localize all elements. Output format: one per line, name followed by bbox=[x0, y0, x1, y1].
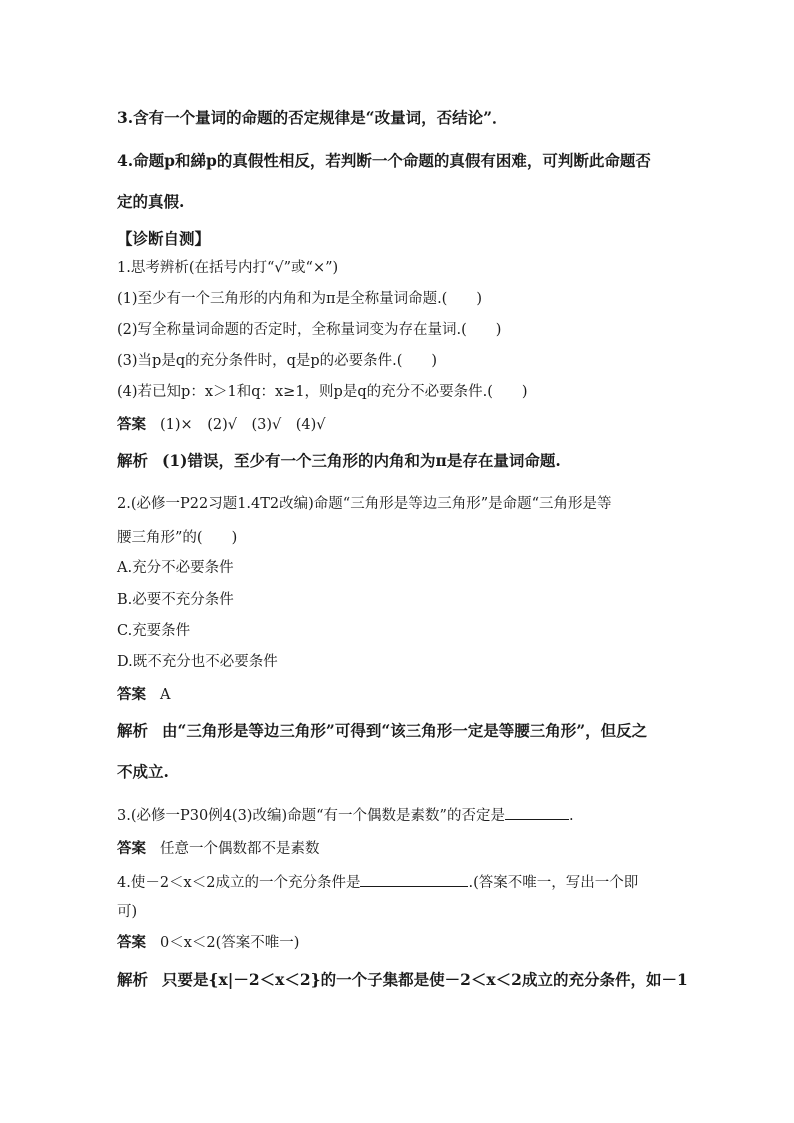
q2-option-c: C.充要条件 bbox=[117, 623, 191, 639]
rule-4-line-2: 定的真假. bbox=[117, 192, 185, 211]
q2-answer: A bbox=[160, 687, 171, 703]
q2-stem-line-2: 腰三角形”的( ) bbox=[117, 530, 238, 546]
q2-option-d: D.既不充分也不必要条件 bbox=[117, 654, 278, 670]
q1-item-4: (4)若已知p：x＞1和q：x≥1，则p是q的充分不必要条件.( ) bbox=[117, 384, 528, 400]
q2-analysis-row bbox=[117, 721, 647, 741]
q4-answer: 0＜x＜2(答案不唯一) bbox=[160, 935, 300, 951]
answer-label: 答案 bbox=[117, 840, 146, 857]
q2-analysis-line-2: 不成立. bbox=[117, 762, 169, 781]
q3-answer-blank bbox=[505, 805, 569, 820]
q2-analysis-line-1: 由“三角形是等边三角形”可得到“该三角形一定是等腰三角形”，但反之 bbox=[162, 721, 648, 740]
q3-answer-row bbox=[117, 839, 320, 859]
q1-item-1: (1)至少有一个三角形的内角和为π是全称量词命题.( ) bbox=[117, 291, 482, 307]
q4-analysis: 只要是{x|－2＜x＜2}的一个子集都是使－2＜x＜2成立的充分条件，如－1 bbox=[162, 970, 688, 989]
q2-option-a: A.充分不必要条件 bbox=[117, 560, 234, 576]
q4-stem-line-2: 可) bbox=[117, 904, 138, 920]
q2-option-b: B.必要不充分条件 bbox=[117, 592, 234, 608]
analysis-label: 解析 bbox=[117, 451, 149, 470]
q4-stem-text: 4.使－2＜x＜2成立的一个充分条件是 bbox=[117, 875, 361, 891]
q2-stem-line-1: 2.(必修一P22习题1.4T2改编)命题“三角形是等边三角形”是命题“三角形是等 bbox=[117, 496, 612, 512]
answer-label: 答案 bbox=[117, 934, 146, 951]
q3-stem-end: . bbox=[568, 808, 574, 824]
answer-label: 答案 bbox=[117, 416, 146, 433]
q4-answer-blank bbox=[360, 872, 468, 887]
q3-stem-text: 3.(必修一P30例4(3)改编)命题“有一个偶数是素数”的否定是 bbox=[117, 808, 505, 824]
q4-stem-line-1 bbox=[117, 872, 638, 893]
analysis-label: 解析 bbox=[117, 721, 149, 740]
q1-item-2: (2)写全称量词命题的否定时，全称量词变为存在量词.( ) bbox=[117, 322, 502, 338]
q3-stem bbox=[117, 805, 574, 826]
q1-answer: (1)× (2)√ (3)√ (4)√ bbox=[160, 417, 326, 433]
rule-3: 3.含有一个量词的命题的否定规律是“改量词，否结论”． bbox=[117, 108, 508, 127]
q2-answer-row bbox=[117, 685, 170, 705]
q3-answer: 任意一个偶数都不是素数 bbox=[160, 841, 320, 857]
rule-4-line-1: 4.命题p和綈p的真假性相反，若判断一个命题的真假有困难，可判断此命题否 bbox=[117, 151, 651, 170]
q1-analysis: (1)错误，至少有一个三角形的内角和为π是存在量词命题. bbox=[162, 451, 561, 470]
analysis-label: 解析 bbox=[117, 970, 149, 989]
q4-analysis-row bbox=[117, 970, 688, 990]
q1-answer-row bbox=[117, 415, 326, 435]
q1-item-3: (3)当p是q的充分条件时，q是p的必要条件.( ) bbox=[117, 353, 438, 369]
q1-stem: 1.思考辨析(在括号内打“√”或“×”) bbox=[117, 260, 339, 276]
section-heading: 【诊断自测】 bbox=[117, 229, 211, 248]
q4-answer-row bbox=[117, 933, 299, 953]
q1-analysis-row bbox=[117, 451, 561, 471]
q4-stem-end: .(答案不唯一，写出一个即 bbox=[468, 875, 639, 891]
answer-label: 答案 bbox=[117, 686, 146, 703]
